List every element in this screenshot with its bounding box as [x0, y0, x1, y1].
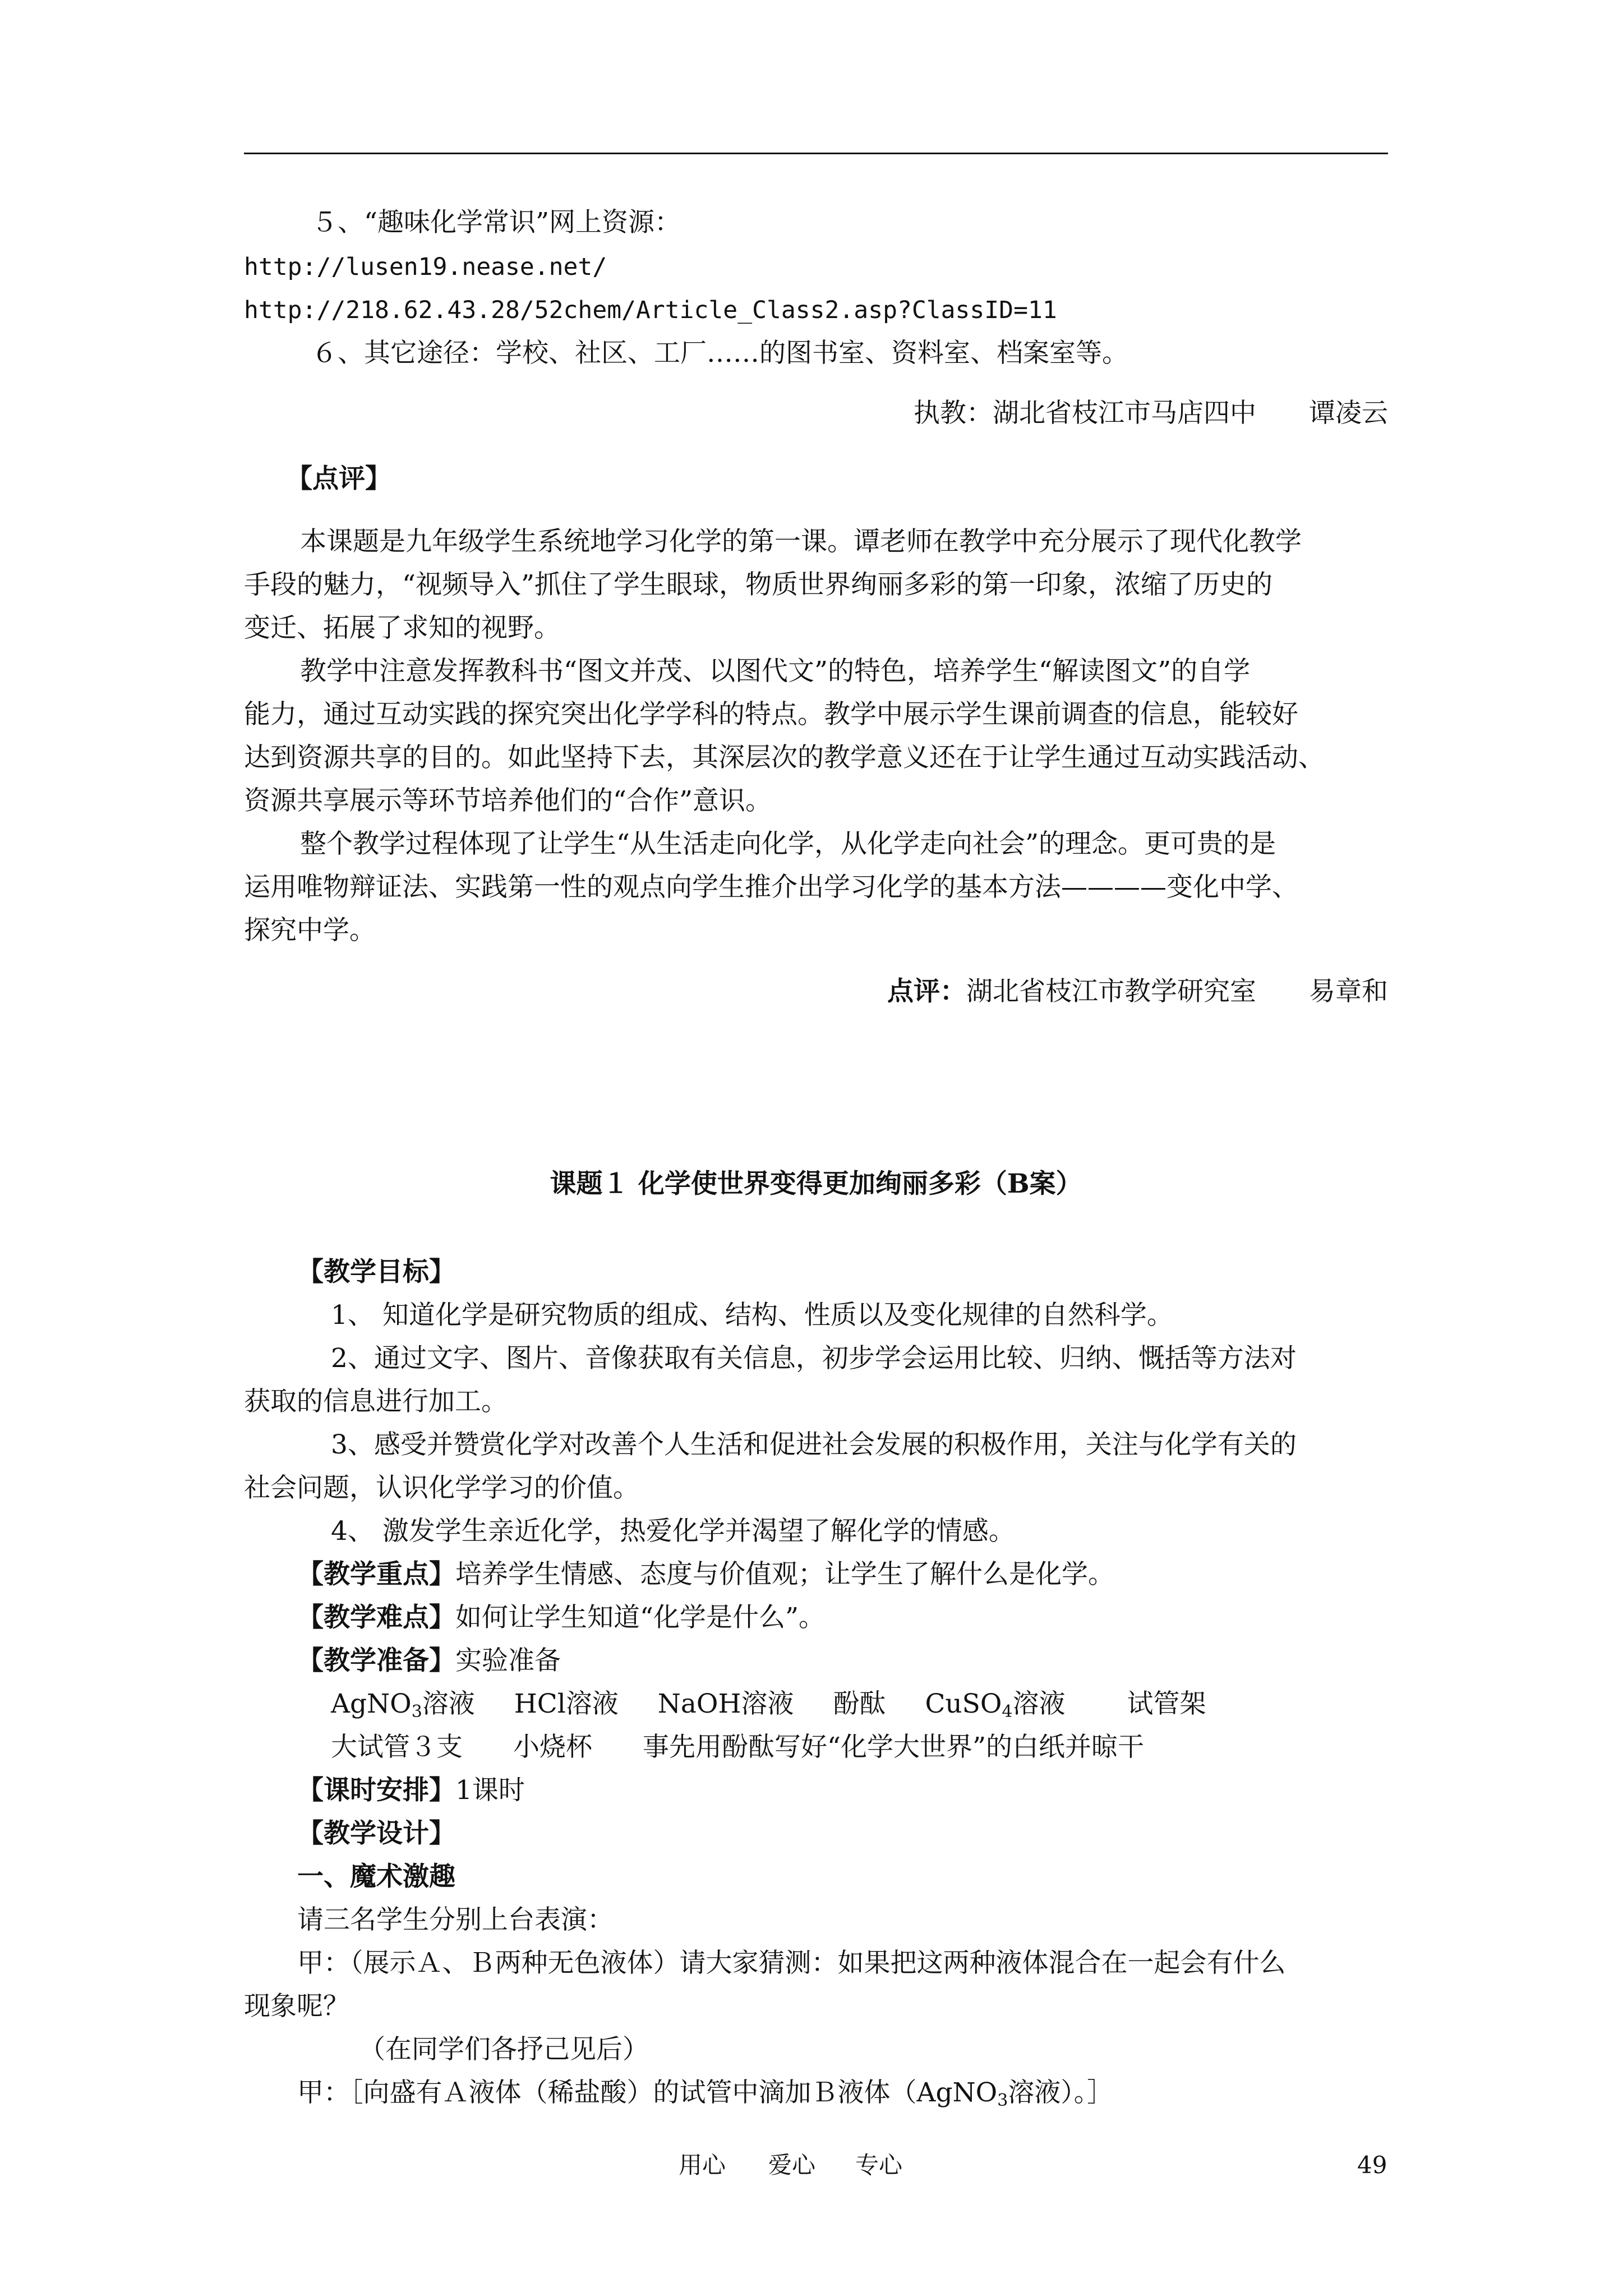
- step-3: （在同学们各抒己见后）: [359, 2034, 649, 2065]
- review-p2-line2: 能力，通过互动实践的探究突出化学学科的特点。教学中展示学生课前调查的信息，能较好: [244, 699, 1298, 730]
- material-rack: 试管架: [1127, 1688, 1206, 1719]
- header-rule: [244, 153, 1388, 154]
- step-1: 请三名学生分别上台表演：: [297, 1904, 614, 1935]
- schedule-label: 【课时安排】: [297, 1775, 455, 1806]
- preparation-label: 【教学准备】: [297, 1645, 455, 1676]
- schedule-text: 1课时: [455, 1775, 525, 1806]
- review-p2-line4: 资源共享展示等环节培养他们的“合作”意识。: [244, 785, 772, 816]
- material-beaker: 小烧杯: [513, 1732, 592, 1763]
- step-4: 甲：［向盛有Ａ液体（稀盐酸）的试管中滴加Ｂ液体（AgNO$_3$溶液）。］: [297, 2077, 1114, 2110]
- page-number: 49: [1357, 2151, 1387, 2179]
- review-p3-line3: 探究中学。: [244, 915, 376, 946]
- schedule: [297, 1773, 525, 1809]
- reviewer-credit: [244, 974, 1388, 1010]
- material-test-tubes: 大试管３支: [331, 1732, 463, 1763]
- difficult-point-text: 如何让学生知道“化学是什么”。: [455, 1602, 826, 1633]
- goal-4: 4、 激发学生亲近化学，热爱化学并渴望了解化学的情感。: [331, 1516, 1015, 1547]
- review-p2-line3: 达到资源共享的目的。如此坚持下去，其深层次的教学意义还在于让学生通过互动实践活动、: [244, 742, 1325, 773]
- key-point: [297, 1557, 1114, 1593]
- resource-item-5: ５、“趣味化学常识”网上资源：: [311, 207, 681, 238]
- material-hcl: HCl溶液: [514, 1688, 619, 1719]
- preparation: [297, 1643, 561, 1679]
- material-paper: 事先用酚酞写好“化学大世界”的白纸并晾干: [643, 1732, 1145, 1763]
- review-p3-line2: 运用唯物辩证法、实践第一性的观点向学生推介出学习化学的基本方法————变化中学、: [244, 872, 1298, 903]
- materials-line2: [331, 1729, 1144, 1765]
- difficult-point-label: 【教学难点】: [297, 1602, 455, 1633]
- lesson-title: 课题１ 化学使世界变得更加绚丽多彩（B案）: [550, 1168, 1082, 1199]
- step-2-line1: 甲：（展示Ａ、Ｂ两种无色液体）请大家猜测：如果把这两种液体混合在一起会有什么: [297, 1948, 1286, 1978]
- material-agno3: AgNO$_3$溶液: [331, 1688, 475, 1722]
- design-heading: 【教学设计】: [297, 1818, 455, 1849]
- material-naoh: NaOH溶液: [657, 1688, 794, 1719]
- key-point-label: 【教学重点】: [297, 1559, 455, 1590]
- footer-motto-1: 用心: [679, 2151, 726, 2179]
- reviewer-label: 点评：: [887, 976, 966, 1007]
- section-1-heading: 一、魔术激趣: [297, 1861, 455, 1892]
- key-point-text: 培养学生情感、态度与价值观；让学生了解什么是化学。: [455, 1559, 1114, 1590]
- goal-3-line2: 社会问题，认识化学学习的价值。: [244, 1473, 639, 1503]
- footer-motto-2: 爱心: [768, 2151, 816, 2179]
- goals-heading: 【教学目标】: [297, 1257, 455, 1287]
- resource-item-6: ６、其它途径：学校、社区、工厂……的图书室、资料室、档案室等。: [311, 338, 1128, 369]
- goal-2-line1: 2、通过文字、图片、音像获取有关信息，初步学会运用比较、归纳、慨括等方法对: [331, 1343, 1297, 1374]
- goal-1: 1、 知道化学是研究物质的组成、结构、性质以及变化规律的自然科学。: [331, 1300, 1173, 1331]
- review-p3-line1: 整个教学过程体现了让学生“从生活走向化学，从化学走向社会”的理念。更可贵的是: [300, 829, 1276, 859]
- material-phenolphthalein: 酚酞: [833, 1688, 886, 1719]
- review-p1-line2: 手段的魅力，“视频导入”抓住了学生眼球，物质世界绚丽多彩的第一印象，浓缩了历史的: [244, 569, 1273, 600]
- review-p1-line1: 本课题是九年级学生系统地学习化学的第一课。谭老师在教学中充分展示了现代化教学: [300, 526, 1302, 557]
- difficult-point: [297, 1600, 825, 1636]
- review-p2-line1: 教学中注意发挥教科书“图文并茂、以图代文”的特色，培养学生“解读图文”的自学: [300, 656, 1251, 687]
- goal-3-line1: 3、感受并赞赏化学对改善个人生活和促进社会发展的积极作用，关注与化学有关的: [331, 1429, 1297, 1460]
- preparation-text: 实验准备: [455, 1645, 561, 1676]
- review-p1-line3: 变迁、拓展了求知的视野。: [244, 613, 560, 643]
- material-cuso4: CuSO$_4$溶液: [925, 1688, 1066, 1722]
- teacher-credit: 执教：湖北省枝江市马店四中 谭凌云: [914, 398, 1388, 429]
- resource-url-1: http://lusen19.nease.net/: [244, 253, 607, 281]
- footer-motto-3: 专心: [855, 2151, 903, 2179]
- materials-line1: [331, 1686, 1206, 1722]
- resource-url-2: http://218.62.43.28/52chem/Article_Class2.asp?ClassID=11: [244, 296, 1057, 324]
- step-2-line2: 现象呢？: [244, 1991, 349, 2022]
- goal-2-line2: 获取的信息进行加工。: [244, 1386, 508, 1417]
- review-heading: 【点评】: [286, 463, 391, 494]
- reviewer-name: 湖北省枝江市教学研究室 易章和: [966, 976, 1388, 1007]
